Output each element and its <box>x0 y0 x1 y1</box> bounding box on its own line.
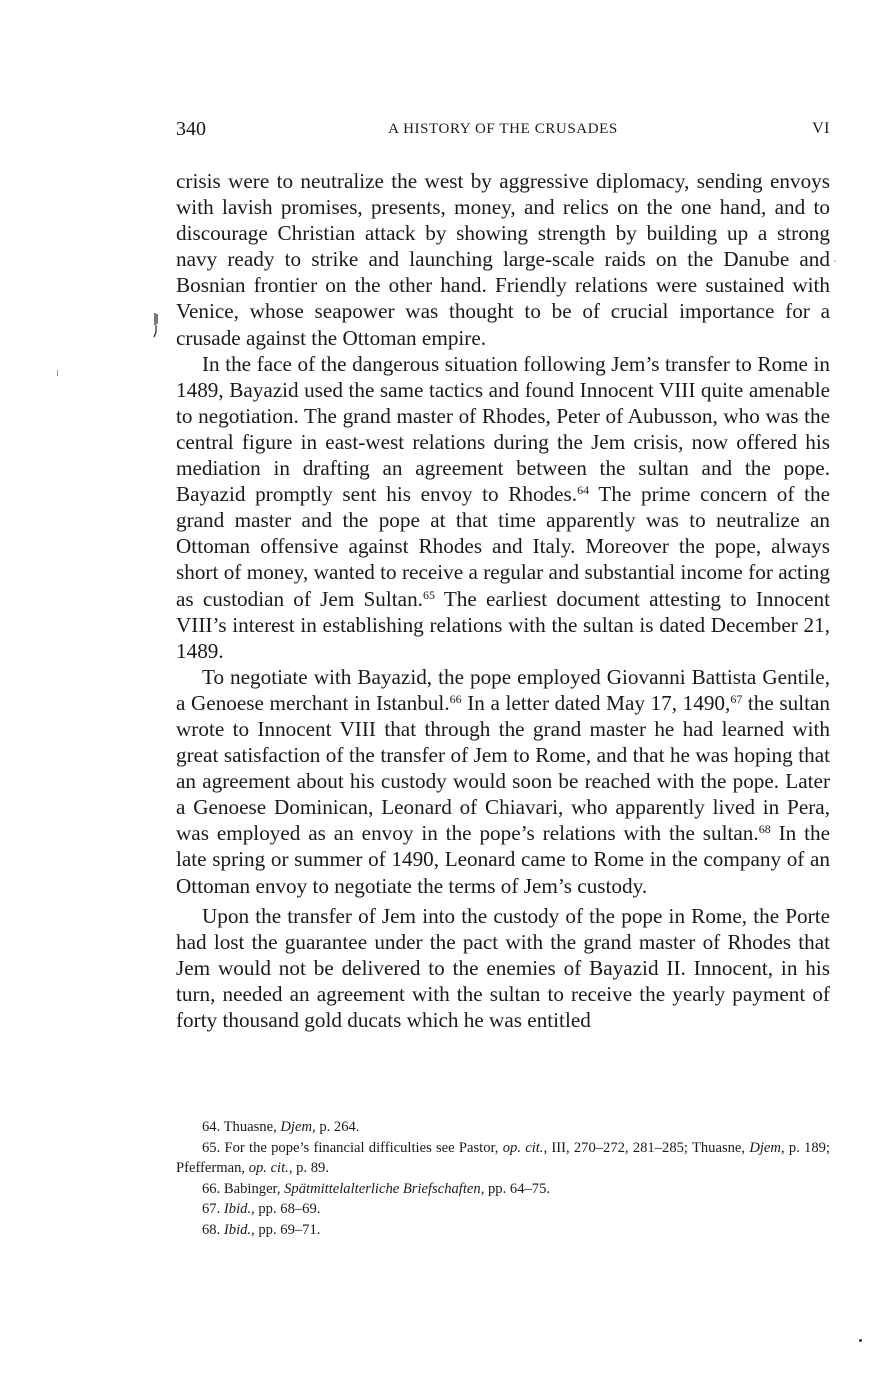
paragraph-4-text: Upon the transfer of Jem into the custody of the pope in Rome, the Porte had lost the guarantee under the pact with the grand master of Rhodes that Jem would not be delivered to the enemies of Bayazid II. Innocent, in his turn, needed an agreement with the sultan to receive the yearly payment of forty thousand gold ducats which he was entitled <box>176 903 830 1032</box>
paragraph-3-text-c: the sultan wrote to Innocent VIII that through the grand master he had learned with great satisfaction of the transfer of Jem to Rome, and that he was hoping that an agreement about his custody would soon be reached with the pope. Later a Genoese Dominican, Leonard of Chiavari, who apparently lived in Pera, was employed as an envoy in the pope’s relations with the sultan. <box>176 690 831 846</box>
body-text <box>176 168 830 1033</box>
footnote-text: For the pope’s financial difficulties see Pastor, <box>224 1139 499 1156</box>
paragraph-3-text-d: In the late spring or summer of 1490, Leonard came to Rome in the company of an Ottoman envoy to negotiate the terms of Jem’s custody. <box>176 821 830 898</box>
footnote-author: Babinger, <box>223 1180 281 1197</box>
footnote-title: op. cit., <box>502 1139 548 1156</box>
footnote-ref-64[interactable]: 64 <box>577 483 590 498</box>
paragraph-1 <box>176 168 830 351</box>
footnote-65 <box>176 1138 830 1179</box>
footnote-66 <box>176 1179 830 1200</box>
footnote-67 <box>176 1199 830 1220</box>
footnote-ref-68[interactable]: 68 <box>758 822 771 837</box>
footnote-author: Thuasne, <box>223 1119 277 1135</box>
footnote-title: Spätmittelalterliche Briefschaften, <box>284 1180 485 1197</box>
footnote-title: Djem, <box>280 1119 316 1135</box>
scan-speck <box>834 260 836 262</box>
footnote-ref-67[interactable]: 67 <box>730 691 743 706</box>
paragraph-3 <box>176 664 830 899</box>
footnote-pages: p. 89. <box>296 1160 329 1177</box>
paragraph-1-text: crisis were to neutralize the west by aggressive diplomacy, sending envoys with lavish promises, presents, money, and relics on the one hand, and to discourage Christian attack by showing strength by building up a strong navy ready to strike and launching large-scale raids on the Danube and Bosnian frontier on the other hand. Friendly relations were sustained with Venice, whose seapower was thought to be of crucial importance for a crusade against the Ottoman empire. <box>176 169 830 350</box>
footnote-number: 68. <box>202 1221 221 1238</box>
footnote-ref-66[interactable]: 66 <box>449 691 462 706</box>
footnotes <box>176 1117 830 1241</box>
running-header <box>176 118 830 148</box>
footnote-pages: p. 264. <box>319 1119 360 1135</box>
footnote-ref-65[interactable]: 65 <box>422 587 435 602</box>
footnote-title: op. cit., <box>248 1160 293 1177</box>
paragraph-2-text-b: The prime concern of the grand master and the pope at that time apparently was to neutralize an Ottoman offensive against Rhodes and Italy. Moreover the pope, always short of money, wanted to receive a regular and substantial income for acting as custodian of Jem Sultan. <box>176 482 831 611</box>
footnote-title: Ibid., <box>223 1201 255 1218</box>
paragraph-4 <box>176 903 830 1033</box>
paragraph-2-text-c: The earliest document attesting to Innocent VIII’s interest in establishing relations with the sultan is dated December 21, 1489. <box>176 586 830 663</box>
footnote-pages: pp. 64–75. <box>488 1180 551 1197</box>
scan-speck <box>57 370 58 376</box>
scan-speck <box>859 1339 862 1342</box>
footnote-68 <box>176 1220 830 1241</box>
footnote-number: 65. <box>202 1139 221 1156</box>
footnote-number: 67. <box>202 1201 221 1218</box>
footnote-number: 66. <box>202 1180 221 1197</box>
chapter-number: VI <box>812 120 830 137</box>
footnote-pages: pp. 69–71. <box>258 1221 321 1238</box>
footnote-number: 64. <box>202 1119 221 1135</box>
footnote-title: Djem, <box>749 1139 785 1156</box>
footnote-text: III, 270–272, 281–285; Thuasne, <box>551 1139 746 1156</box>
paragraph-2-text-a: In the face of the dangerous situation following Jem’s transfer to Rome in 1489, Bayazid used the same tactics and found Innocent VIII quite amenable to negotiation. The grand master of Rhodes, Peter of Aubusson, who was the central figure in east-west relations during the Jem crisis, now offered his mediation in drafting an agreement between the sultan and the pope. Bayazid promptly sent his envoy to Rhodes. <box>176 351 830 507</box>
running-head-title: A HISTORY OF THE CRUSADES <box>388 121 618 137</box>
footnote-title: Ibid., <box>223 1221 255 1238</box>
footnote-text: p. 189; Pfefferman, <box>176 1139 831 1177</box>
paragraph-2 <box>176 351 830 664</box>
paragraph-3-text-b: In a letter dated May 17, 1490, <box>467 690 731 715</box>
footnote-64 <box>176 1117 830 1138</box>
paragraph-3-text-a: To negotiate with Bayazid, the pope employed Giovanni Battista Gentile, a Genoese merchant in Istanbul. <box>176 664 830 715</box>
margin-pencil-mark <box>152 312 160 338</box>
page-number: 340 <box>176 118 206 140</box>
footnote-pages: pp. 68–69. <box>258 1201 321 1218</box>
